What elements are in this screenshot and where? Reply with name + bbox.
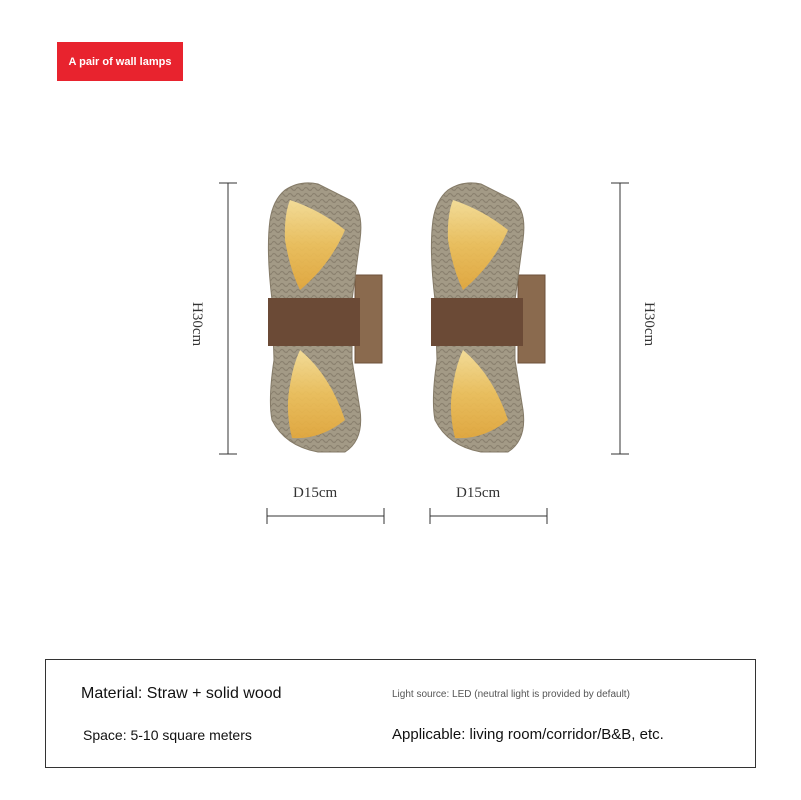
height-label-left: H30cm <box>189 302 205 347</box>
spec-light-source: Light source: LED (neutral light is provided by default) <box>392 689 630 700</box>
height-dimension-left <box>219 183 237 454</box>
spec-material: Material: Straw + solid wood <box>81 685 282 702</box>
spec-space: Space: 5-10 square meters <box>83 727 252 743</box>
height-dimension-right <box>611 183 629 454</box>
wall-lamp-right <box>431 183 545 452</box>
depth-dimension-right <box>430 508 547 524</box>
wood-band-right <box>431 298 523 346</box>
height-label-right: H30cm <box>641 302 657 347</box>
depth-dimension-left <box>267 508 384 524</box>
spec-applicable: Applicable: living room/corridor/B&B, etc. <box>392 726 664 743</box>
wall-lamp-left <box>268 183 382 452</box>
depth-label-right: D15cm <box>456 485 501 501</box>
specifications-box <box>45 659 756 768</box>
wood-band-left <box>268 298 360 346</box>
depth-label-left: D15cm <box>293 485 338 501</box>
wall-lamp-pair-badge: A pair of wall lamps <box>57 42 183 81</box>
